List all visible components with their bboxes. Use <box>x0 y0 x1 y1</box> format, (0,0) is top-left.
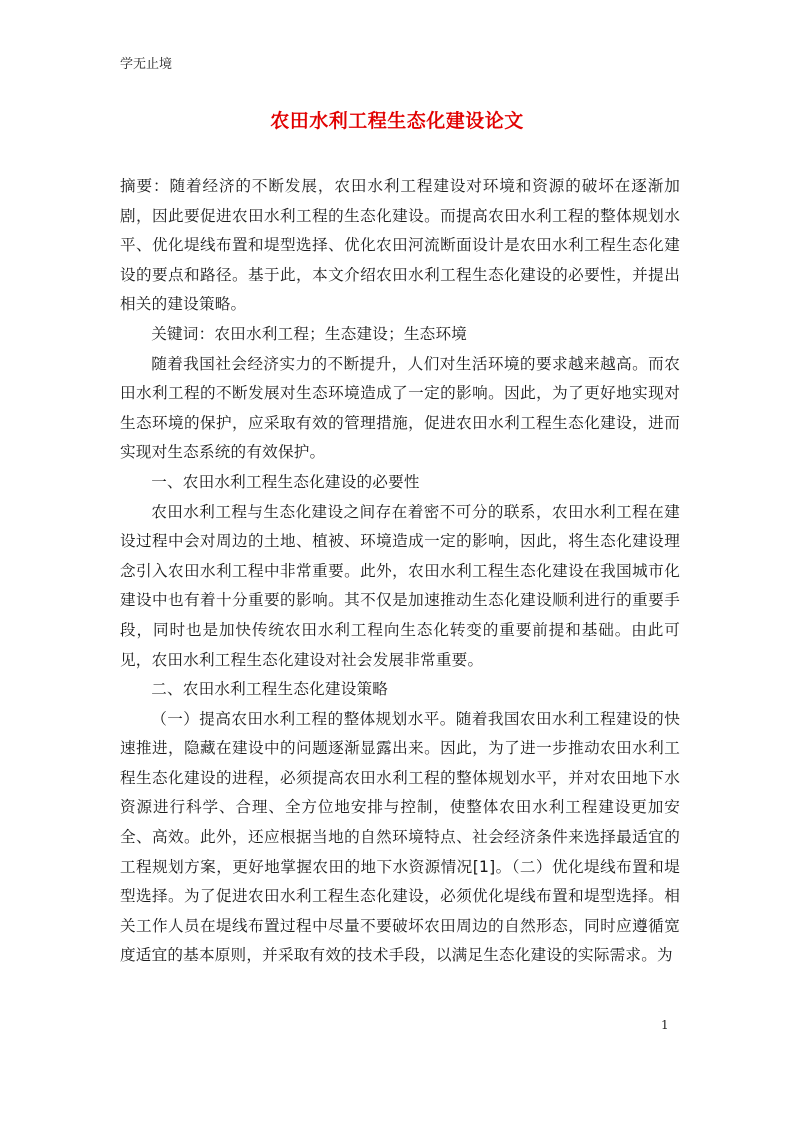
section-1-paragraph: 农田水利工程与生态化建设之间存在着密不可分的联系，农田水利工程在建设过程中会对周边的土地、植被、环境造成一定的影响，因此，将生态化建设理念引入农田水利工程中非常重要。此外，农田水利工程生态化建设在我国城市化建设中也有着十分重要的影响。其不仅是加速推动生态化建设顺利进行的重要手段，同时也是加快传统农田水利工程向生态化转变的重要前提和基础。由此可见，农田水利工程生态化建设对社会发展非常重要。 <box>120 502 680 669</box>
keywords-paragraph: 关键词：农田水利工程；生态建设；生态环境 <box>151 324 468 343</box>
section-2-paragraph: （一）提高农田水利工程的整体规划水平。随着我国农田水利工程建设的快速推进，隐藏在建设中的问题逐渐显露出来。因此，为了进一步推动农田水利工程生态化建设的进程，必须提高农田水利工程的整体规划水平，并对农田地下水资源进行科学、合理、全方位地安排与控制，使整体农田水利工程建设更加安全、高效。此外，还应根据当地的自然环境特点、社会经济条件来选择最适宜的工程规划方案，更好地掌握农田的地下水资源情况[1]。（二）优化堤线布置和堤型选择。为了促进农田水利工程生态化建设，必须优化堤线布置和堤型选择。相关工作人员在堤线布置过程中尽量不要破坏农田周边的自然形态，同时应遵循宽度适宜的基本原则，并采取有效的技术手段，以满足生态化建设的实际需求。为 <box>120 709 680 965</box>
document-title: 农田水利工程生态化建设论文 <box>270 110 524 132</box>
header-rule <box>118 80 678 81</box>
page-number: 1 <box>661 1018 669 1032</box>
section-heading-2: 二、农田水利工程生态化建设策略 <box>151 680 389 699</box>
intro-paragraph: 随着我国社会经济实力的不断提升，人们对生活环境的要求越来越高。而农田水利工程的不断发展对生态环境造成了一定的影响。因此，为了更好地实现对生态环境的保护，应采取有效的管理措施，促进农田水利工程生态化建设，进而实现对生态系统的有效保护。 <box>120 354 680 462</box>
section-heading-1: 一、农田水利工程生态化建设的必要性 <box>151 472 420 491</box>
abstract-paragraph: 摘要：随着经济的不断发展，农田水利工程建设对环境和资源的破坏在逐渐加剧，因此要促进农田水利工程的生态化建设。而提高农田水利工程的整体规划水平、优化堤线布置和堤型选择、优化农田河流断面设计是农田水利工程生态化建设的要点和路径。基于此，本文介绍农田水利工程生态化建设的必要性，并提出相关的建设策略。 <box>120 177 680 314</box>
page-header: 学无止境 <box>120 57 173 72</box>
document-body <box>120 172 680 971</box>
